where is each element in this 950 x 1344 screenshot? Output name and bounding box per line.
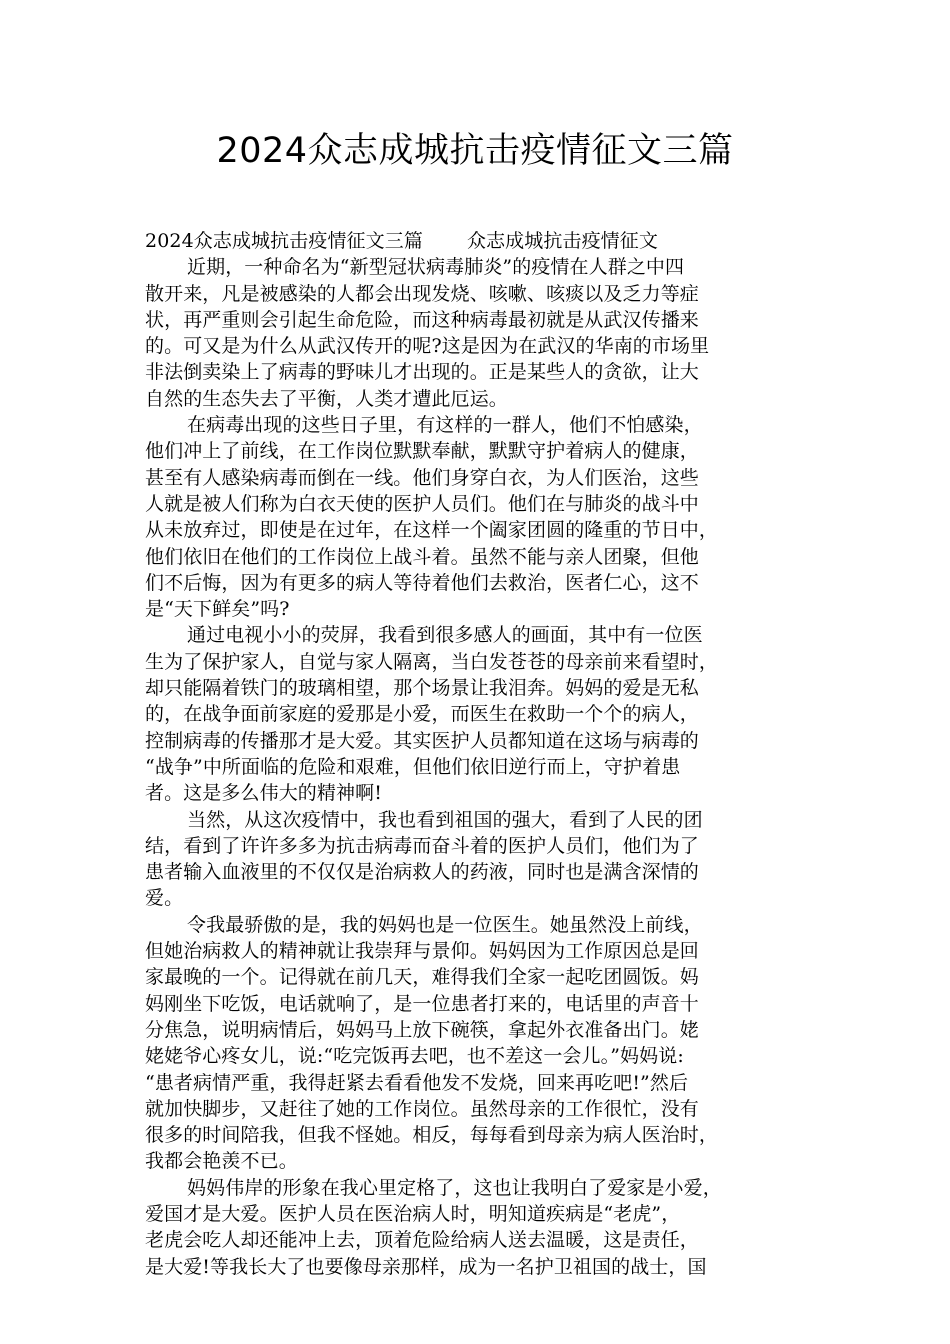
text-line: “战争”中所面临的危险和艰难，但他们依旧逆行而上，守护着患 (145, 755, 681, 778)
text-line: “患者病情严重，我得赶紧去看看他发不发烧，回来再吃吧!”然后 (145, 1071, 689, 1094)
text-line: 近期，一种命名为“新型冠状病毒肺炎”的疫情在人群之中四 (187, 256, 685, 279)
text-line: 患者输入血液里的不仅仅是治病救人的药液，同时也是满含深情的 (145, 861, 699, 884)
text-line: 家最晚的一个。记得就在前几天，难得我们全家一起吃团圆饭。妈 (145, 966, 699, 989)
text-line: 姥姥爷心疼女儿，说:“吃完饭再去吧，也不差这一会儿。”妈妈说: (145, 1045, 684, 1068)
text-line: 散开来，凡是被感染的人都会出现发烧、咳嗽、咳痰以及乏力等症 (145, 282, 699, 305)
text-line: 妈刚坐下吃饭，电话就响了，是一位患者打来的，电话里的声音十 (145, 992, 699, 1015)
text-line: 们不后悔，因为有更多的病人等待着他们去救治，医者仁心，这不 (145, 571, 699, 594)
subheading-left: 2024众志成城抗击疫情征文三篇 (145, 230, 423, 252)
text-line: 老虎会吃人却还能冲上去，顶着危险给病人送去温暖，这是责任， (145, 1229, 699, 1252)
text-line: 当然，从这次疫情中，我也看到祖国的强大，看到了人民的团 (187, 808, 703, 831)
text-line: 令我最骄傲的是，我的妈妈也是一位医生。她虽然没上前线， (187, 913, 703, 936)
text-line: 却只能隔着铁门的玻璃相望，那个场景让我泪奔。妈妈的爱是无私 (145, 677, 699, 700)
subheading-line (145, 228, 810, 254)
subheading-right: 众志成城抗击疫情征文 (466, 230, 658, 252)
text-line: 是“天下鲜矣”吗? (145, 598, 290, 621)
text-line: 从未放弃过，即使是在过年，在这样一个阖家团圆的隆重的节日中， (145, 519, 719, 542)
text-line: 人就是被人们称为白衣天使的医护人员们。他们在与肺炎的战斗中 (145, 492, 699, 515)
text-line: 我都会艳羡不已。 (145, 1150, 298, 1173)
text-line: 的。可又是为什么从武汉传开的呢?这是因为在武汉的华南的市场里 (145, 335, 710, 358)
text-line: 生为了保护家人，自觉与家人隔离，当白发苍苍的母亲前来看望时， (145, 650, 719, 673)
text-line: 非法倒卖染上了病毒的野味儿才出现的。正是某些人的贪欲，让大 (145, 361, 699, 384)
text-line: 的，在战争面前家庭的爱那是小爱，而医生在救助一个个的病人， (145, 703, 699, 726)
text-line: 妈妈伟岸的形象在我心里定格了，这也让我明白了爱家是小爱， (187, 1176, 722, 1199)
text-line: 很多的时间陪我，但我不怪她。相反，每每看到母亲为病人医治时， (145, 1124, 719, 1147)
text-line: 者。这是多么伟大的精神啊! (145, 782, 382, 805)
document-title: 2024众志成城抗击疫情征文三篇 (216, 131, 734, 171)
text-line: 结，看到了许许多多为抗击病毒而奋斗着的医护人员们，他们为了 (145, 834, 699, 857)
text-line: 爱。 (145, 887, 184, 910)
text-line: 自然的生态失去了平衡，人类才遭此厄运。 (145, 387, 508, 410)
text-line: 在病毒出现的这些日子里，有这样的一群人，他们不怕感染， (187, 414, 703, 437)
text-line: 他们依旧在他们的工作岗位上战斗着。虽然不能与亲人团聚，但他 (145, 545, 699, 568)
text-line: 但她治病救人的精神就让我崇拜与景仰。妈妈因为工作原因总是回 (145, 940, 699, 963)
text-line: 甚至有人感染病毒而倒在一线。他们身穿白衣，为人们医治，这些 (145, 466, 699, 489)
text-line: 状，再严重则会引起生命危险，而这种病毒最初就是从武汉传播来 (145, 308, 699, 331)
text-line: 他们冲上了前线，在工作岗位默默奉献，默默守护着病人的健康， (145, 440, 699, 463)
text-line: 控制病毒的传播那才是大爱。其实医护人员都知道在这场与病毒的 (145, 729, 699, 752)
text-line: 分焦急，说明病情后，妈妈马上放下碗筷，拿起外衣准备出门。姥 (145, 1018, 699, 1041)
text-line: 就加快脚步，又赶往了她的工作岗位。虽然母亲的工作很忙，没有 (145, 1097, 699, 1120)
text-line: 通过电视小小的荧屏，我看到很多感人的画面，其中有一位医 (187, 624, 703, 647)
text-line: 爱国才是大爱。医护人员在医治病人时，明知道疾病是“老虎”， (145, 1202, 681, 1225)
text-line: 是大爱!等我长大了也要像母亲那样，成为一名护卫祖国的战士，国 (145, 1255, 707, 1278)
document-body (145, 228, 810, 1280)
